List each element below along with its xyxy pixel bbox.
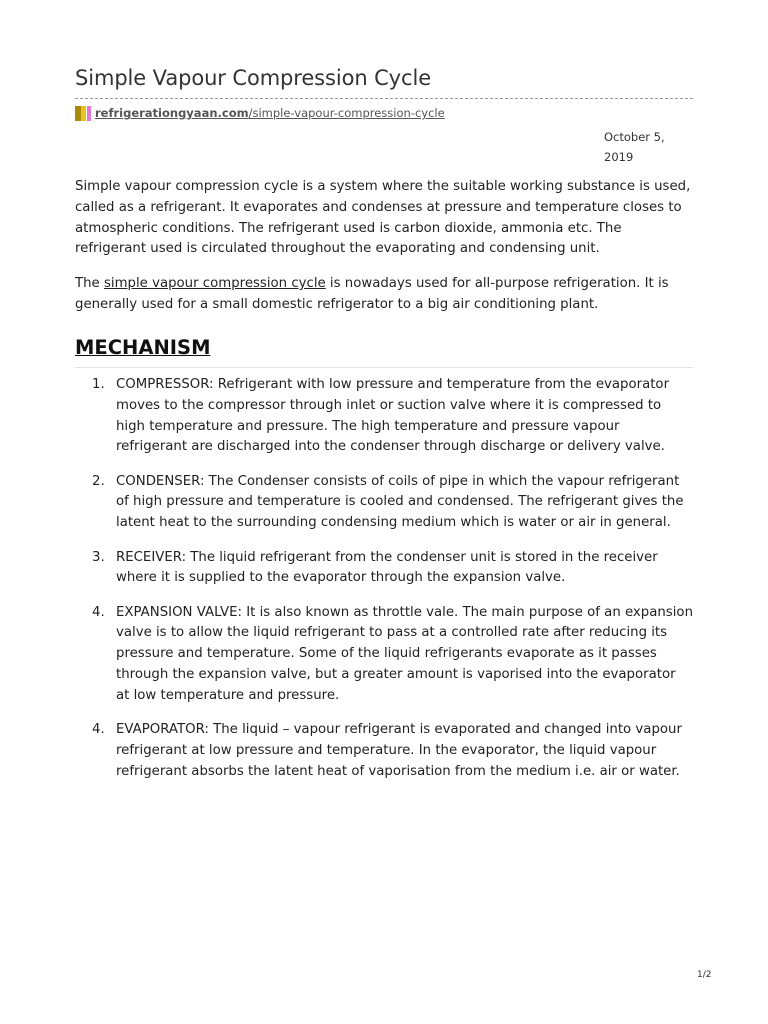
title-divider bbox=[75, 98, 693, 99]
site-favicon-icon bbox=[75, 106, 92, 121]
list-item bbox=[75, 548, 693, 590]
usage-paragraph bbox=[75, 274, 693, 316]
list-item-number: 3. bbox=[92, 549, 105, 565]
list-item-text: EXPANSION VALVE: It is also known as throttle vale. The main purpose of an expansion valve is to allow the liquid refrigerant to pass at a controlled rate after reducing its pressure and temperature. Some of the liquid refrigerants evaporate as it passes through the expansion valve, but a greater amount is vaporised into the evaporator at low temperature and pressure. bbox=[116, 604, 693, 703]
source-domain: refrigerationgyaan.com bbox=[95, 106, 249, 120]
intro-paragraph: Simple vapour compression cycle is a system where the suitable working substance is used, called as a refrigerant. It evaporates and condenses at pressure and temperature closes to atmospheric conditions. The refrigerant used is carbon dioxide, ammonia etc. The refrigerant used is circulated throughout the evaporating and condensing unit. bbox=[75, 179, 691, 257]
usage-text-after: is nowadays used for all-purpose refrigeration. It is generally used for a small domestic refrigerator to a big air conditioning plant. bbox=[75, 276, 669, 312]
page-title: Simple Vapour Compression Cycle bbox=[75, 66, 432, 90]
list-item-number: 4. bbox=[92, 604, 105, 620]
list-item bbox=[75, 375, 693, 458]
mechanism-heading: MECHANISM bbox=[75, 336, 211, 359]
list-item-text: COMPRESSOR: Refrigerant with low pressure and temperature from the evaporator moves to the compressor through inlet or suction valve where it is compressed to high temperature and pressure. The high temperature and pressure vapour refrigerant are discharged into the condenser through discharge or delivery valve. bbox=[116, 377, 670, 455]
list-item bbox=[75, 472, 693, 534]
list-item-number: 1. bbox=[92, 377, 105, 392]
source-path: /simple-vapour-compression-cycle bbox=[248, 106, 445, 120]
page-number: 1/2 bbox=[697, 970, 712, 980]
cycle-link[interactable]: simple vapour compression cycle bbox=[103, 276, 326, 291]
list-item bbox=[75, 603, 693, 707]
list-item-text: EVAPORATOR: The liquid – vapour refrigerant is evaporated and changed into vapour refrigerant at low pressure and temperature. In the evaporator, the liquid vapour refrigerant absorbs the latent heat of vaporisation from the medium i.e. air or water. bbox=[116, 722, 682, 779]
publish-date: October 5, 2019 bbox=[604, 130, 665, 164]
heading-rule bbox=[75, 367, 693, 368]
list-item-text: RECEIVER: The liquid refrigerant from the condenser unit is stored in the receiver where it is supplied to the evaporator through the expansion valve. bbox=[116, 549, 658, 586]
mechanism-list bbox=[75, 375, 693, 796]
list-item bbox=[75, 720, 693, 782]
list-item-text: CONDENSER: The Condenser consists of coils of pipe in which the vapour refrigerant of high pressure and temperature is cooled and condensed. The refrigerant gives the latent heat to the surrounding condensing medium which is water or air in general. bbox=[116, 473, 684, 531]
list-item-number: 2. bbox=[92, 473, 105, 489]
source-link[interactable] bbox=[95, 106, 445, 120]
usage-text-before: The bbox=[75, 276, 104, 291]
list-item-number: 4. bbox=[92, 722, 105, 738]
